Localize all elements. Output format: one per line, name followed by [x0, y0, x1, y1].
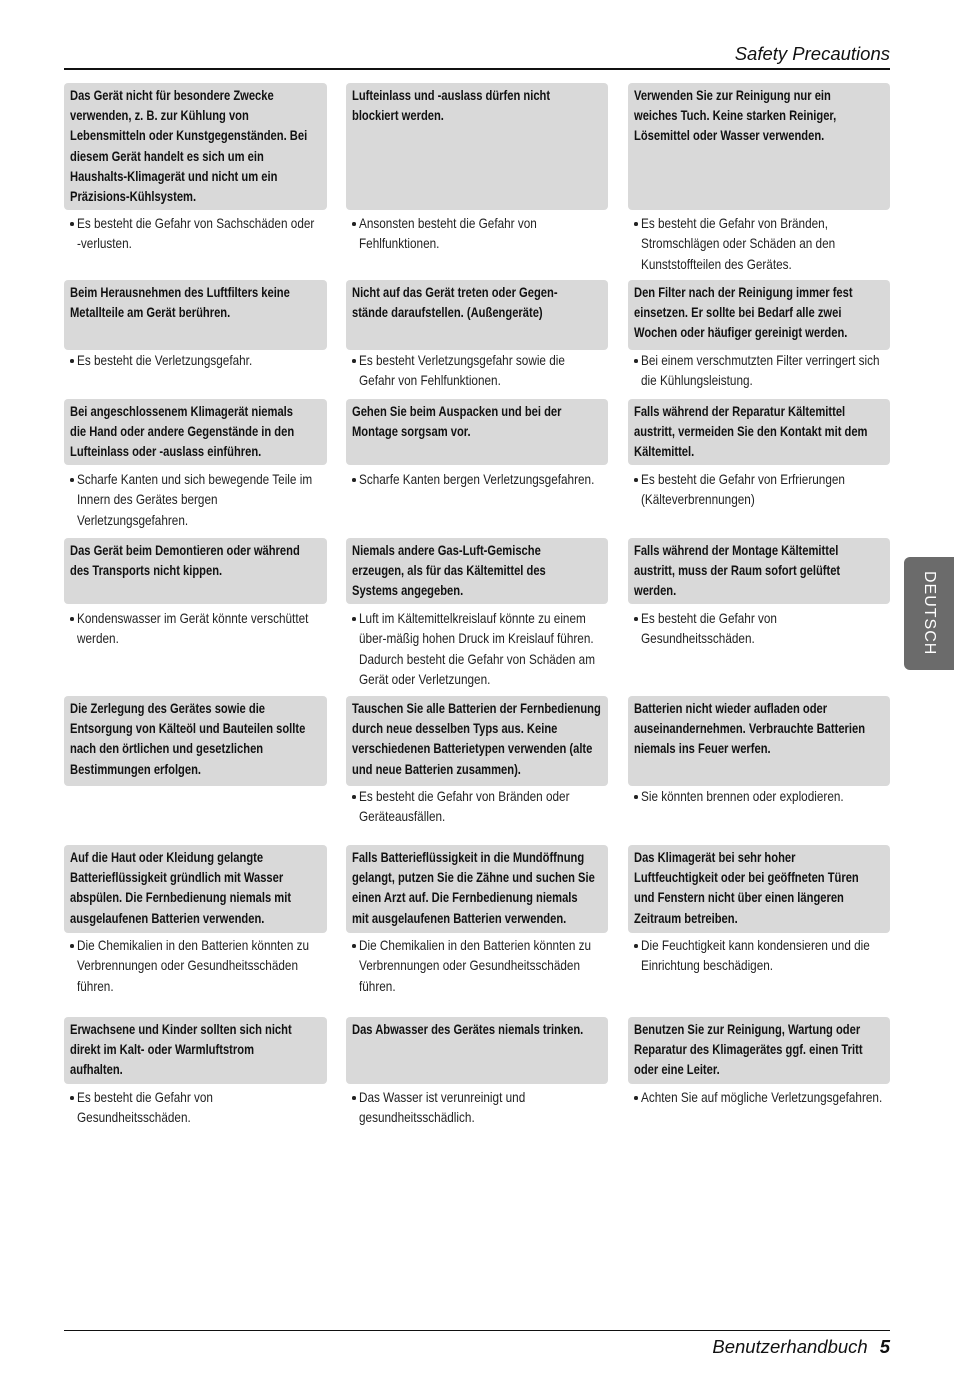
precaution-box — [64, 845, 327, 933]
precaution-heading: Das Klimagerät bei sehr hoher Luftfeuchtigkeit oder bei geöffneten Türen und Fenstern nicht über einen längeren Zeitraum betreiben. — [634, 850, 859, 926]
bullet-icon — [634, 617, 638, 621]
precaution-note-text: Die Chemikalien in den Batterien könnten zu Verbrennungen oder Gesundheitsschäden führen. — [77, 937, 310, 994]
precaution-note-text: Bei einem verschmutzten Filter verringert sich die Kühlungsleistung. — [641, 352, 880, 389]
header-divider — [64, 68, 890, 70]
precaution-heading: Verwenden Sie zur Reinigung nur ein weiches Tuch. Keine starken Reiniger, Lösemittel oder Wasser verwenden. — [634, 88, 837, 144]
precaution-note — [64, 1087, 331, 1177]
precaution-note — [64, 608, 331, 698]
bullet-icon — [634, 478, 638, 482]
manual-title: Benutzerhandbuch — [712, 1336, 868, 1357]
precaution-box — [64, 280, 327, 350]
bullet-icon — [70, 222, 74, 226]
precaution-heading: Erwachsene und Kinder sollten sich nicht direkt im Kalt- oder Warmluftstrom aufhalten. — [70, 1022, 292, 1078]
precaution-box — [346, 1017, 608, 1084]
bullet-icon — [70, 617, 74, 621]
language-tab-label: DEUTSCH — [921, 571, 938, 656]
precaution-box — [64, 83, 327, 210]
precaution-heading: Falls Batterieflüssigkeit in die Mundöffnung gelangt, putzen Sie die Zähne und suchen Sie einen Arzt auf. Die Fernbedienung niemals mit ausgelaufenen Batterien verwenden. — [352, 850, 595, 926]
precaution-heading: Beim Herausnehmen des Luftfilters keine Metallteile am Gerät berühren. — [70, 285, 290, 321]
precaution-note-text: Es besteht Verletzungsgefahr sowie die Gefahr von Fehlfunktionen. — [359, 352, 565, 389]
language-tab[interactable] — [904, 557, 954, 670]
precaution-box — [64, 1017, 327, 1084]
precaution-note-text: Luft im Kältemittelkreislauf könnte zu einem über-mäßig hohen Druck im Kreislauf führen. Dadurch besteht die Gefahr von Schäden am Gerät oder Verletzungen. — [359, 610, 596, 688]
footer-divider — [64, 1330, 890, 1331]
precaution-box — [628, 280, 890, 350]
precaution-box — [628, 83, 890, 210]
precaution-note-text: Es besteht die Gefahr von Bränden, Stromschlägen oder Schäden an den Kunststoffteilen des Gerätes. — [641, 215, 836, 272]
precaution-heading: Das Gerät nicht für besondere Zwecke verwenden, z. B. zur Kühlung von Lebensmitteln oder Kunstgegenständen. Bei diesem Gerät handelt es sich um ein Haushalts-Klimagerät und nicht um ein Präzisions-Kühlsystem. — [70, 88, 308, 205]
bullet-icon — [352, 222, 356, 226]
precaution-box — [628, 399, 890, 465]
precaution-note — [628, 608, 894, 698]
precaution-heading: Benutzen Sie zur Reinigung, Wartung oder Reparatur des Klimagerätes ggf. einen Tritt oder eine Leiter. — [634, 1022, 863, 1078]
section-title: Safety Precautions — [734, 43, 890, 64]
precaution-note-text: Es besteht die Gefahr von Bränden oder Geräteausfällen. — [359, 788, 570, 825]
bullet-icon — [70, 359, 74, 363]
page-footer — [712, 1336, 890, 1358]
bullet-icon — [634, 359, 638, 363]
precaution-box — [628, 845, 890, 933]
precaution-note — [64, 935, 331, 1025]
precaution-heading: Batterien nicht wieder aufladen oder auseinandernehmen. Verbrauchte Batterien niemals ins Feuer werfen. — [634, 701, 866, 757]
precaution-heading: Falls während der Montage Kältemittel austritt, muss der Raum sofort gelüftet werden. — [634, 543, 841, 599]
bullet-icon — [352, 359, 356, 363]
bullet-icon — [70, 1096, 74, 1100]
precaution-heading: Den Filter nach der Reinigung immer fest einsetzen. Er sollte bei Bedarf alle zwei Wochen oder häufiger gereinigt werden. — [634, 285, 853, 341]
bullet-icon — [352, 478, 356, 482]
precaution-note-text: Es besteht die Verletzungsgefahr. — [77, 352, 253, 368]
bullet-icon — [634, 222, 638, 226]
bullet-icon — [352, 1096, 356, 1100]
precaution-heading: Das Abwasser des Gerätes niemals trinken. — [352, 1022, 584, 1037]
precaution-note-text: Scharfe Kanten und sich bewegende Teile im Innern des Gerätes bergen Verletzungsgefahren. — [77, 471, 313, 528]
precaution-note-text: Es besteht die Gefahr von Erfrierungen (Kälteverbrennungen) — [641, 471, 845, 508]
precaution-note — [628, 1087, 894, 1177]
precaution-heading: Nicht auf das Gerät treten oder Gegen- stände daraufstellen. (Außengeräte) — [352, 285, 558, 321]
precaution-note-text: Achten Sie auf mögliche Verletzungsgefahren. — [641, 1089, 883, 1105]
precaution-box — [628, 696, 890, 786]
precaution-heading: Lufteinlass und -auslass dürfen nicht blockiert werden. — [352, 88, 551, 124]
precaution-heading: Das Gerät beim Demontieren oder während des Transports nicht kippen. — [70, 543, 300, 579]
precaution-note-text: Es besteht die Gefahr von Gesundheitsschäden. — [77, 1089, 213, 1126]
bullet-icon — [352, 944, 356, 948]
precaution-note-text: Die Feuchtigkeit kann kondensieren und die Einrichtung beschädigen. — [641, 937, 870, 974]
precaution-box — [346, 538, 608, 604]
precaution-box — [346, 280, 608, 350]
precaution-note-text: Ansonsten besteht die Gefahr von Fehlfunktionen. — [359, 215, 537, 252]
bullet-icon — [70, 944, 74, 948]
precaution-note-text: Es besteht die Gefahr von Sachschäden oder -verlusten. — [77, 215, 315, 252]
precaution-note — [628, 935, 894, 1025]
precaution-heading: Gehen Sie beim Auspacken und bei der Montage sorgsam vor. — [352, 404, 562, 440]
precaution-box — [346, 845, 608, 933]
precaution-note — [346, 608, 612, 698]
precaution-note-text: Das Wasser ist verunreinigt und gesundheitsschädlich. — [359, 1089, 526, 1126]
bullet-icon — [634, 944, 638, 948]
precaution-note-text: Die Chemikalien in den Batterien könnten zu Verbrennungen oder Gesundheitsschäden führen. — [359, 937, 592, 994]
precaution-box — [346, 696, 608, 786]
precaution-box — [628, 538, 890, 604]
precaution-heading: Tauschen Sie alle Batterien der Fernbedienung durch neue desselben Typs aus. Keine verschiedenen Batterietypen verwenden (alte und neue Batterien zusammen). — [352, 701, 601, 777]
precaution-note-text: Kondenswasser im Gerät könnte verschüttet werden. — [77, 610, 309, 647]
precaution-note-text: Es besteht die Gefahr von Gesundheitsschäden. — [641, 610, 777, 647]
precaution-heading: Auf die Haut oder Kleidung gelangte Batterieflüssigkeit gründlich mit Wasser abspülen. Die Fernbedienung niemals mit ausgelaufenen Batterien verwenden. — [70, 850, 292, 926]
bullet-icon — [352, 617, 356, 621]
bullet-icon — [634, 795, 638, 799]
precaution-box — [346, 399, 608, 465]
precaution-note — [346, 1087, 612, 1177]
precaution-box — [64, 696, 327, 786]
page-number: 5 — [879, 1336, 890, 1357]
bullet-icon — [634, 1096, 638, 1100]
precaution-box — [346, 83, 608, 210]
precaution-heading: Die Zerlegung des Gerätes sowie die Entsorgung von Kälteöl und Bauteilen sollte nach den örtlichen und gesetzlichen Bestimmungen erfolgen. — [70, 701, 306, 777]
bullet-icon — [352, 795, 356, 799]
precaution-box — [64, 399, 327, 465]
bullet-icon — [70, 478, 74, 482]
precaution-note — [346, 935, 612, 1025]
precaution-heading: Falls während der Reparatur Kältemittel austritt, vermeiden Sie den Kontakt mit dem Kältemittel. — [634, 404, 868, 460]
precaution-box — [64, 538, 327, 604]
precaution-heading: Bei angeschlossenem Klimagerät niemals die Hand oder andere Gegenstände in den Lufteinlass oder -auslass einführen. — [70, 404, 295, 460]
precaution-note-text: Scharfe Kanten bergen Verletzungsgefahren. — [359, 471, 595, 487]
precaution-note-text: Sie könnten brennen oder explodieren. — [641, 788, 844, 804]
precaution-box — [628, 1017, 890, 1084]
precaution-heading: Niemals andere Gas-Luft-Gemische erzeugen, als für das Kältemittel des Systems angegeben. — [352, 543, 546, 599]
